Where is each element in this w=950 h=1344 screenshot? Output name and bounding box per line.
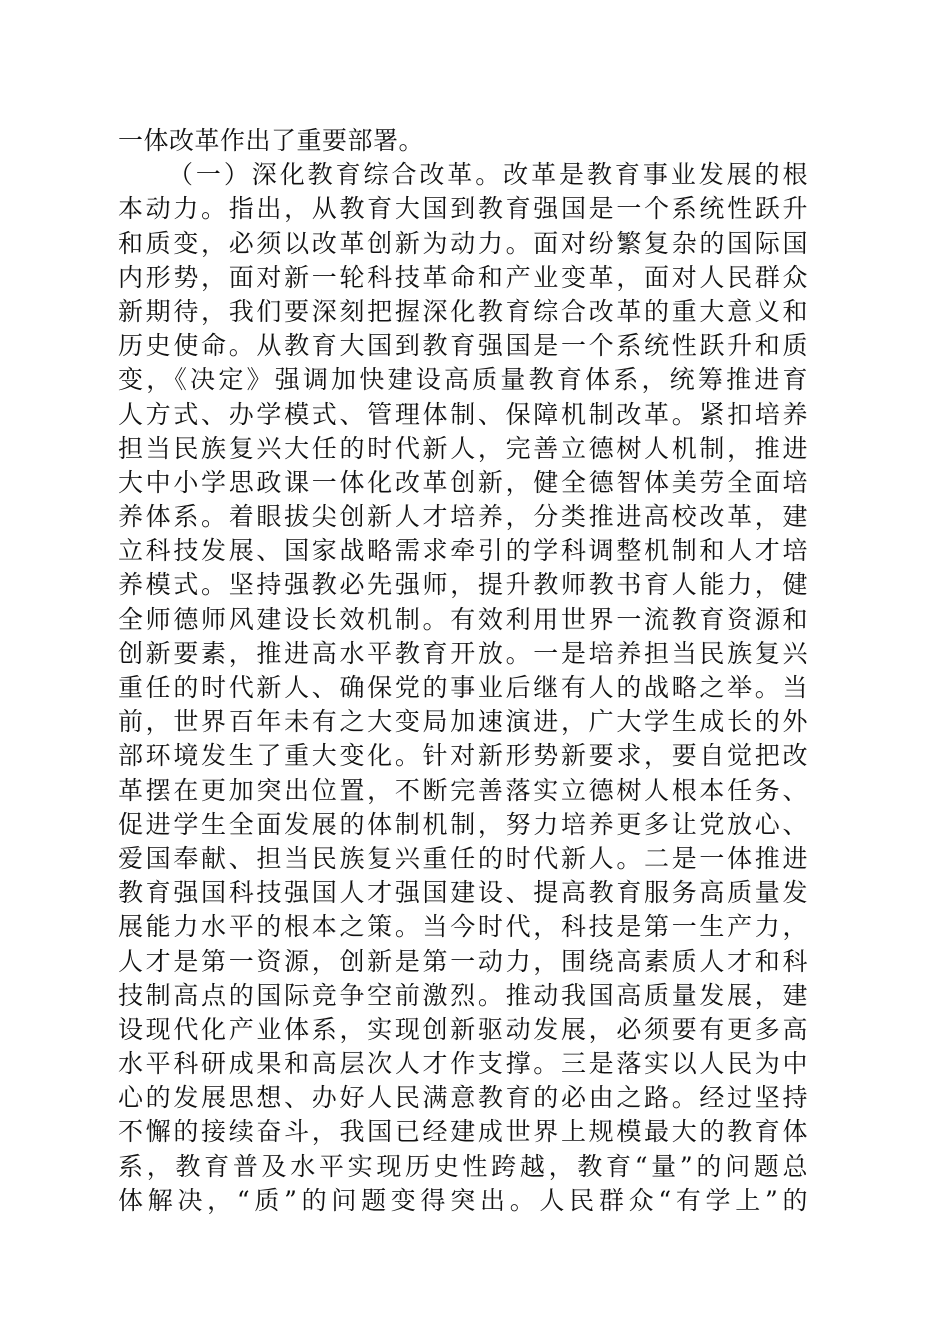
- text-line: 大中小学思政课一体化改革创新，健全德智体美劳全面培: [118, 467, 808, 497]
- text-line: 不懈的接续奋斗，我国已经建成世界上规模最大的教育体: [118, 1117, 808, 1147]
- text-line: 一体改革作出了重要部署。: [118, 126, 425, 155]
- text-line: 部环境发生了重大变化。针对新形势新要求，要自觉把改: [118, 741, 808, 771]
- text-line: 历史使命。从教育大国到教育强国是一个系统性跃升和质: [118, 331, 808, 361]
- paragraph-first-line: （一）深化教育综合改革。改革是教育事业发展的根: [168, 160, 808, 190]
- text-line: 系，教育普及水平实现历史性跨越，教育“量”的问题总: [118, 1151, 808, 1181]
- text-line: 展能力水平的根本之策。当今时代，科技是第一生产力，: [118, 912, 808, 942]
- text-line: 水平科研成果和高层次人才作支撑。三是落实以人民为中: [118, 1049, 808, 1079]
- text-line: 内形势，面对新一轮科技革命和产业变革，面对人民群众: [118, 262, 808, 292]
- text-line: 和质变，必须以改革创新为动力。面对纷繁复杂的国际国: [118, 228, 808, 258]
- text-line: 养模式。坚持强教必先强师，提升教师教书育人能力，健: [118, 570, 808, 600]
- text-line: 设现代化产业体系，实现创新驱动发展，必须要有更多高: [118, 1014, 808, 1044]
- text-line: 人才是第一资源，创新是第一动力，围绕高素质人才和科: [118, 946, 808, 976]
- text-line: 全师德师风建设长效机制。有效利用世界一流教育资源和: [118, 604, 808, 634]
- text-line: 担当民族复兴大任的时代新人，完善立德树人机制，推进: [118, 433, 808, 463]
- text-line: 创新要素，推进高水平教育开放。一是培养担当民族复兴: [118, 638, 808, 668]
- text-line: 立科技发展、国家战略需求牵引的学科调整机制和人才培: [118, 536, 808, 566]
- body-text: [118, 124, 808, 1218]
- text-line: 人方式、办学模式、管理体制、保障机制改革。紧扣培养: [118, 399, 808, 429]
- text-line: 新期待，我们要深刻把握深化教育综合改革的重大意义和: [118, 296, 808, 326]
- text-line: 爱国奉献、担当民族复兴重任的时代新人。二是一体推进: [118, 843, 808, 873]
- text-line: 体解决，“质”的问题变得突出。人民群众“有学上”的: [118, 1185, 808, 1215]
- text-line: 促进学生全面发展的体制机制，努力培养更多让党放心、: [118, 809, 808, 839]
- text-line: 养体系。着眼拔尖创新人才培养，分类推进高校改革，建: [118, 502, 808, 532]
- text-line: 心的发展思想、办好人民满意教育的必由之路。经过坚持: [118, 1083, 808, 1113]
- text-line: 重任的时代新人、确保党的事业后继有人的战略之举。当: [118, 673, 808, 702]
- text-line: 本动力。指出，从教育大国到教育强国是一个系统性跃升: [118, 194, 808, 224]
- text-line: 变，《决定》强调加快建设高质量教育体系，统筹推进育: [118, 365, 808, 395]
- text-line: 革摆在更加突出位置，不断完善落实立德树人根本任务、: [118, 775, 808, 805]
- text-line: 前，世界百年未有之大变局加速演进，广大学生成长的外: [118, 707, 808, 737]
- text-line: 教育强国科技强国人才强国建设、提高教育服务高质量发: [118, 878, 808, 908]
- text-line: 技制高点的国际竞争空前激烈。推动我国高质量发展，建: [118, 980, 808, 1010]
